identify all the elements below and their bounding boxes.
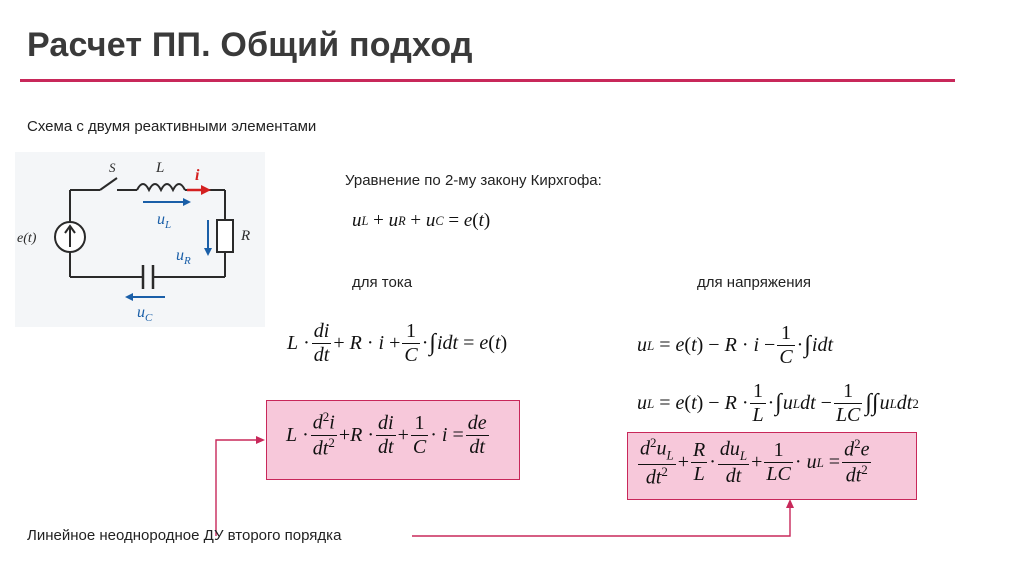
voltage-label: для напряжения: [697, 274, 812, 291]
uR-sub: R: [184, 255, 191, 267]
scheme-caption: Схема с двумя реактивными элементами: [27, 118, 317, 135]
inductor-label: L: [156, 160, 165, 176]
uL-label: u: [157, 211, 165, 228]
uR-label: u: [176, 247, 184, 264]
voltage-equation-2: u L = e ( t ) − R · $\frac{1}{L}$ · ∫ u L dt − $\frac{1}{LC}$ ∫∫ u L dt 2: [637, 380, 919, 426]
source-label: e(t): [17, 231, 37, 246]
voltage-equation-1: u L = e ( t ) − R · i − $\frac{1}{C}$ · ∫ idt: [637, 322, 834, 368]
resistor-label: R: [241, 228, 251, 244]
kirchhoff-equation: u L + u R + u C = e ( t ): [352, 210, 491, 231]
uC-sub: C: [145, 312, 153, 324]
current-de-equation: L · $\frac{d^2i}{dt^2}$ + R · $\frac{di}{dt}$ + $\frac{1}{C}$ · i = $\frac{de}{dt}$: [286, 409, 487, 460]
uL-sub: L: [165, 219, 172, 231]
current-label: i: [195, 167, 200, 184]
uC-label: u: [137, 304, 145, 321]
bottom-label: Линейное неоднородное ДУ второго порядка: [27, 527, 342, 544]
kirchhoff-label: Уравнение по 2-му закону Кирхгофа:: [345, 172, 602, 189]
current-integral-equation: L · $\frac{di}{dt}$ + R · i + $\frac{1}{C}$ · ∫ idt = e ( t ): [287, 320, 508, 366]
current-label: для тока: [352, 274, 413, 291]
switch-label: S: [109, 160, 116, 175]
page-title: Расчет ПП. Общий подход: [27, 26, 473, 64]
voltage-de-equation: $\frac{d^2u_L}{dt^2}$ + $\frac{R}{L}$ · $\frac{du_L}{dt}$ + $\frac{1}{LC}$ · u L = $\frac{d^2e}{dt^2}$: [640, 435, 870, 489]
